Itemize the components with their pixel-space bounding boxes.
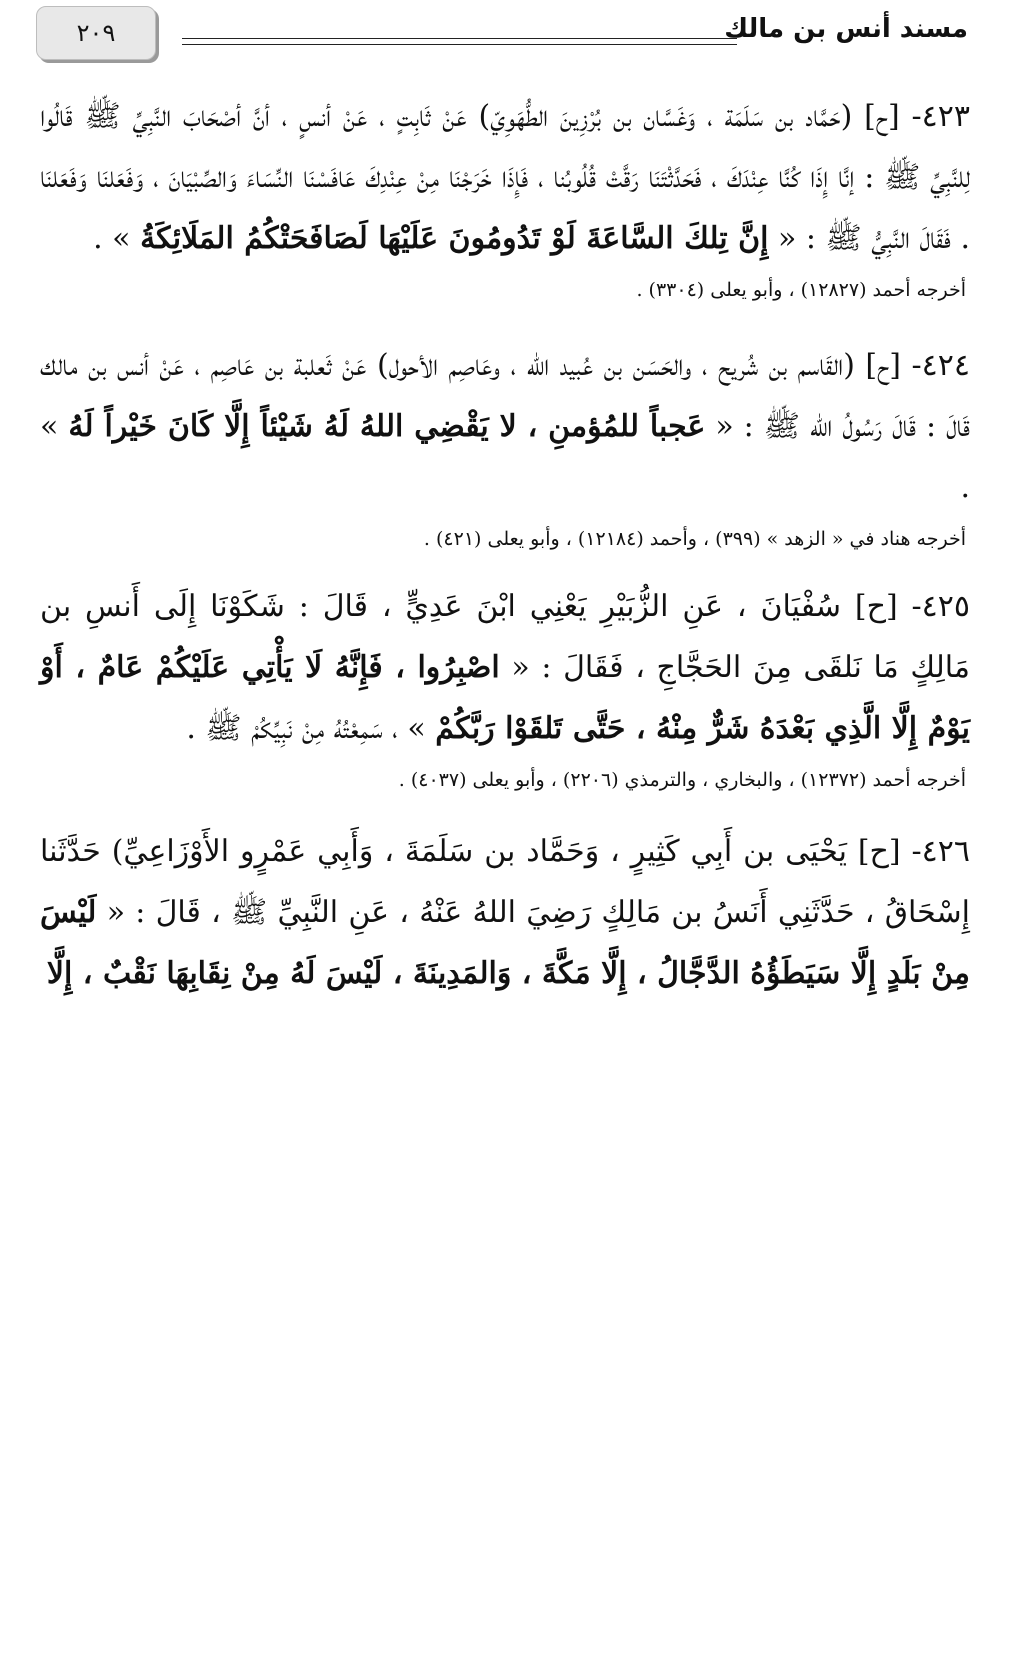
hadith-isnad: [ح] يَحْيَى بن أَبِي كَثِيرٍ ، وَحَمَّاد بن سَلَمَةَ ، وَأَبِي عَمْرٍو الأَوْزَاعِيِّ) حَدَّثَنا إِسْحَاقُ ، حَدَّثَنِي أَنَسُ بن مَالِكٍ رَضِيَ اللهُ عَنْهُ ، عَنِ النَّبِيِّ ﷺ ، قَالَ : « bbox=[40, 834, 970, 930]
takhrij-424: أخرجه هناد في « الزهد » (٣٩٩) ، وأحمد (١٢١٨٤) ، وأبو يعلى (٤٢١) . bbox=[423, 528, 966, 550]
page-number: ٢٠٩ bbox=[76, 19, 116, 47]
hadith-isnad: [ح] سُفْيَانَ ، عَنِ الزُّبَيْرِ يَعْنِي ابْنَ عَدِيٍّ ، قَالَ : شَكَوْنَا إِلَى أَنسِ بن مَالِكٍ مَا نَلقَى مِنَ الحَجَّاجِ ، فَقَالَ : « bbox=[40, 589, 970, 685]
hadith-424 bbox=[40, 335, 970, 518]
hadith-number: ٤٢٤- bbox=[911, 348, 970, 383]
hadith-tail: » . bbox=[93, 221, 131, 256]
hadith-number: ٤٢٣- bbox=[911, 99, 970, 134]
hadith-isnad: [ح] (حَمَّاد بن سَلَمَة ، وَغَسَّان بن بُرْزِينَ الطُّهَوِيّ) عَنْ ثَابِتٍ ، عَنْ أنسٍ ، أنَّ أصْحَابَ النَّبِيِّ ﷺ قَالُوا لِلنَّبِيِّ ﷺ : إنَّا إِذَا كُنَّا عِنْدَكَ ، فَحَدَّثْتَنَا رَقَّتْ قُلُوبُنا ، فَإِذَا خَرَجْنَا مِنْ عِنْدِكَ عَافَسْنَا النِّسَاءَ وَالصِّبْيَانَ ، وَفَعَلنَا وَفَعَلنَا . فَقَالَ النَّبِيُّ ﷺ : « bbox=[40, 99, 970, 256]
hadith-isnad: [ح] (القَاسم بن شُريح ، والحَسَن بن عُبيد الله ، وعَاصِم الأحول) عَنْ ثَعلبة بن عَاصِم ، عَنْ أنس بن مالك قَالَ : قَالَ رَسُولُ الله ﷺ : « bbox=[40, 348, 970, 444]
page-body bbox=[40, 86, 970, 1004]
hadith-tail: » ، سَمِعْتُهُ مِنْ نَبِيِّكُمْ ﷺ . bbox=[186, 711, 426, 746]
hadith-number: ٤٢٦- bbox=[911, 834, 970, 869]
hadith-matn: لَيْسَ مِنْ بَلَدٍ إِلَّا سَيَطَؤُهُ الدَّجَّالُ ، إِلَّا مَكَّةَ ، وَالمَدِينَةَ ، لَيْسَ لَهُ مِنْ نِقَابِهَا نَقْبٌ ، إِلَّا bbox=[40, 895, 970, 991]
hadith-tail: » . bbox=[40, 409, 970, 505]
running-title: مسند أنس بن مالك bbox=[724, 14, 968, 44]
hadith-423 bbox=[40, 86, 970, 269]
hadith-number: ٤٢٥- bbox=[911, 589, 971, 624]
takhrij-423: أخرجه أحمد (١٢٨٢٧) ، وأبو يعلى (٣٣٠٤) . bbox=[636, 279, 966, 301]
takhrij-425: أخرجه أحمد (١٢٣٧٢) ، والبخاري ، والترمذي (٢٢٠٦) ، وأبو يعلى (٤٠٣٧) . bbox=[398, 769, 966, 791]
hadith-426 bbox=[40, 821, 970, 1004]
header-rule bbox=[182, 38, 737, 45]
page-number-badge bbox=[36, 6, 156, 60]
hadith-matn: عَجباً للمُؤمنِ ، لا يَقْضِي اللهُ لَهُ شَيْئاً إِلَّا كَانَ خَيْراً لَهُ bbox=[68, 409, 706, 444]
hadith-matn: اصْبِرُوا ، فَإِنَّهُ لَا يَأْتِي عَلَيْكُمْ عَامٌ ، أَوْ يَوْمٌ إِلَّا الَّذِي بَعْدَهُ شَرٌّ مِنْهُ ، حَتَّى تَلقَوْا رَبَّكُمْ bbox=[40, 650, 970, 746]
page-header bbox=[0, 0, 1010, 80]
hadith-matn: إِنَّ تِلكَ السَّاعَةَ لَوْ تَدُومُونَ عَلَيْهَا لَصَافَحَتْكُمُ المَلَائِكَةُ bbox=[140, 221, 769, 256]
hadith-425 bbox=[40, 576, 970, 759]
